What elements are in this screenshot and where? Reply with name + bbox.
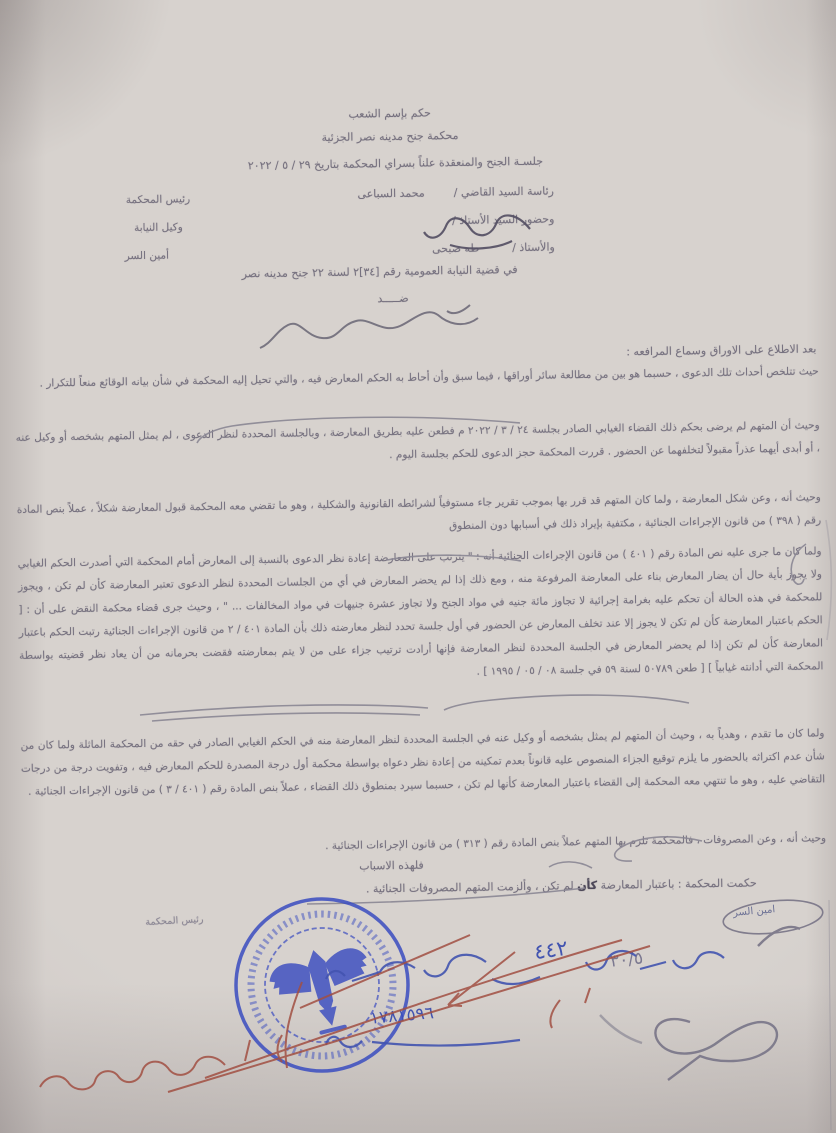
header-session-line: جلسـة الجنح والمنعقدة علناً بسراي المحكمة بتاريخ ٢٩ / ٥ / ٢٠٢٢ (247, 154, 544, 173)
handwritten-date: ٣٠/٥ (609, 948, 645, 972)
secretary-handwritten-label: امين السر (732, 904, 776, 919)
paragraph-facts: حيث تتلخص أحداث تلك الدعوى ، حسبما هو بين من مطالعة سائر أوراقها ، فيما سبق وأن أحاط به الحكم المعارض فيه ، والتي تحيل إليه المحكمة في شأن بيانه الوقائع منعاً للتكرار . (39, 365, 819, 390)
paragraph-opposition: وحيث أن المتهم لم يرضى بحكم ذلك القضاء الغيابي الصادر بجلسة ٢٤ / ٣ / ٢٠٢٢ م فطعن عليه بطريق المعارضة ، وبالجلسة المحددة لنظر الدعوى ، لم يمثل المتهم بشخصه أو وكيل عنه ، أو أبدى أيهما عذراً مقبولاً لتخلفهما عن الحضور . قررت المحكمة حجز الدعوى للحكم بجلسة اليوم . (15, 419, 821, 462)
header-court-name: محكمة جنح مدينه نصر الجزئية (321, 128, 459, 145)
judge-name: محمد السباعى (357, 186, 425, 201)
opening-line: بعد الاطلاع على الاوراق وسماع المرافعه : (626, 342, 817, 359)
paragraph-costs: وحيث أنه ، وعن المصروفات ، فالمحكمة تلزم بها المتهم عملاً بنص المادة رقم ( ٣١٣ ) من قانون الإجراءات الجنائية . (325, 832, 827, 853)
handwritten-case-number: ٤٤٢ (532, 935, 570, 965)
title-secretary: أمين السر (124, 249, 170, 263)
verdict-prefix: حكمت المحكمة : باعتبار المعارضة (597, 876, 757, 892)
title-president: رئيس المحكمة (125, 193, 191, 207)
attendance-label: وحضور السيد الأستاذ / (451, 212, 555, 228)
reasons-heading: فلهذه الاسباب (359, 858, 424, 873)
verdict-suffix: لم تكن ، وألزمت المتهم المصروفات الجنائية . (365, 879, 578, 896)
verdict-bold-word: كأن (577, 878, 598, 893)
header-in-the-name-of-people: حكم بإسم الشعب (348, 106, 431, 121)
presided-label: رئاسة السيد القاضي / (453, 184, 554, 200)
clerk-row (362, 240, 555, 256)
clerk-label: والأستاذ / (512, 240, 555, 255)
paragraph-form: وحيث أنه ، وعن شكل المعارضة ، ولما كان المتهم قد قرر بها بموجب تقرير جاء مستوفياً لشرائطه القانونية والشكلية ، وهو ما تقضي معه المحكمة قبول المعارضة شكلاً ، عملاً بنص المادة رقم ( ٣٩٨ ) من قانون الإجراءات الجنائية ، مكتفية بإيراد ذلك في أسبابها دون المنطوق (16, 491, 822, 533)
versus-word: ضـــــد (377, 291, 409, 306)
paragraph-article-401: ولما كان ما جرى عليه نص المادة رقم ( ٤٠١ ) من قانون الإجراءات الجنائية أنه : " يترتب على المعارضة إعادة نظر الدعوى بالنسبة إلى المعارض أمام المحكمة التي أصدرت الحكم الغيابي ولا يجوز بأية حال أن يضار المعارض بناء على المعارضة المرفوعة منه ، ومع ذلك إذا لم يحضر المعارض في أي من الجلسات المحددة لنظر الدعوى تعتبر المعارضة كأن لم تكن ، ويجوز للمحكمة في هذه الحالة أن تحكم عليه بغرامة إجرائية لا تجاوز مائة جنيه في مواد الجنح ولا تجاوز عشرة جنيهات في مواد المخالفات ... " ، وحيث جرى قضاء محكمة النقض على أن : [ الحكم باعتبار المعارضة كأن لم تكن لا يجوز إلا عند تخلف المعارض عن الحضور في أول جلسة تحدد لنظر معارضته ذلك بأن المادة ٤٠١ / ٢ من قانون الإجراءات الجنائية رتبت الحكم باعتبار المعارضة كأن لم تكن إذا لم يحضر المعارض في الجلسة المحددة لنظر المعارضة فإنها أرادت ترتيب جزاء على من لا يتم بمعارضته فقضت بحرمانه من أن يعاد نظر قضيته بواسطة المحكمة التي أدانته غيابياً ] [ طعن ٥٠٧٨٩ لسنة ٥٩ في جلسة ٠٨ / ٠٥ / ١٩٩٥ ] . (17, 545, 824, 678)
verdict-line (107, 876, 757, 899)
paragraph-application: ولما كان ما تقدم ، وهدياً به ، وحيث أن المتهم لم يمثل بشخصه أو وكيل عنه في الجلسة المحددة لنظر المعارضة منه في الحكم الغيابي الصادر في حقه من المحكمة الماثلة ولما كان من شأن عدم اكتراثه بالحضور ما يلزم توقيع الجزاء المنصوص عليه قانوناً بعدم تمكينه من إعادة نظر دعواه بواسطة محكمة أول درجة المصدرة للحكم المعارض فيه ، وتفويت درجة من درجات التقاضي عليه ، وهو ما تنتهي معه المحكمة إلى القضاء باعتبار المعارضة كأنها لم تكن ، حسبما سيرد بمنطوق ذلك القضاء ، عملاً بنص المادة رقم ( ٤٠١ / ٣ ) من قانون الإجراءات الجنائية . (20, 727, 826, 798)
clerk-name: طه صبحى (431, 241, 480, 256)
prosecutor-row (416, 212, 554, 227)
case-number-line: في قضية النيابة العمومية رقم [٣٤]٢ لسنة ٢٢ جنح مدينه نصر (241, 263, 518, 281)
title-prosecutor: وكيل النيابة (133, 221, 183, 235)
handwritten-serial-number: ١٧٨١٥٩٦ (369, 1003, 435, 1029)
judge-row (316, 184, 554, 201)
signature-president-label: رئيس المحكمة (145, 914, 204, 929)
